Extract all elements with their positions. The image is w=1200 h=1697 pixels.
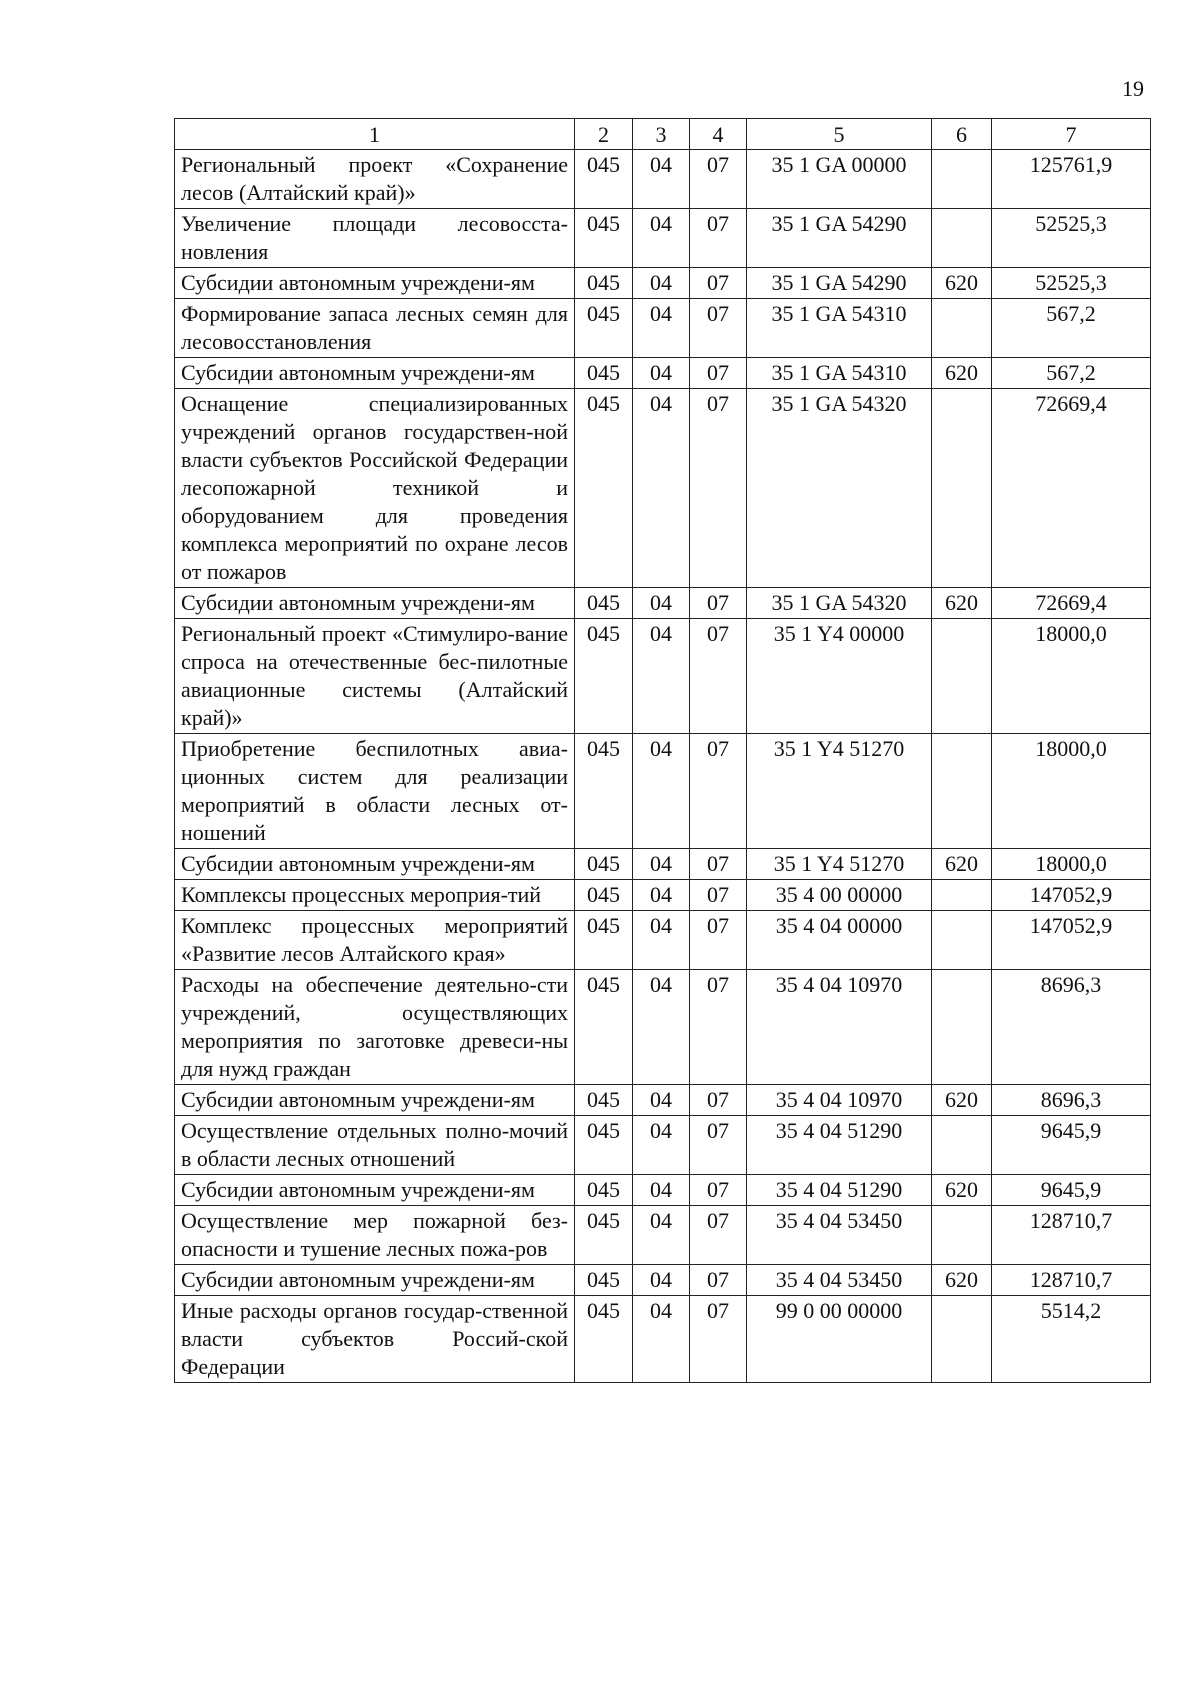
row-amount: 9645,9 [992, 1116, 1151, 1175]
row-code-subsection: 07 [690, 1265, 747, 1296]
row-amount: 18000,0 [992, 849, 1151, 880]
row-code-ministry: 045 [575, 970, 633, 1085]
row-code-target: 99 0 00 00000 [747, 1296, 932, 1383]
row-description: Осуществление отдельных полно-мочий в области лесных отношений [175, 1116, 575, 1175]
row-description: Увеличение площади лесовосста-новления [175, 209, 575, 268]
row-code-section: 04 [633, 619, 690, 734]
row-code-target: 35 4 04 51290 [747, 1116, 932, 1175]
row-code-target: 35 1 GA 54320 [747, 389, 932, 588]
row-code-ministry: 045 [575, 358, 633, 389]
row-description: Региональный проект «Сохранение лесов (Алтайский край)» [175, 150, 575, 209]
row-description: Субсидии автономным учреждени-ям [175, 1265, 575, 1296]
row-code-target: 35 4 04 53450 [747, 1265, 932, 1296]
row-description: Субсидии автономным учреждени-ям [175, 358, 575, 389]
column-header-3: 3 [633, 119, 690, 150]
row-code-subsection: 07 [690, 734, 747, 849]
row-code-section: 04 [633, 358, 690, 389]
row-code-target: 35 1 Y4 51270 [747, 849, 932, 880]
table-header-row [175, 119, 1151, 150]
row-code-ministry: 045 [575, 734, 633, 849]
table-row [175, 880, 1151, 911]
row-code-ministry: 045 [575, 619, 633, 734]
row-code-section: 04 [633, 1116, 690, 1175]
row-code-expense-type [932, 389, 992, 588]
row-description: Комплексы процессных мероприя-тий [175, 880, 575, 911]
table-row [175, 150, 1151, 209]
budget-table [174, 118, 1151, 1383]
row-code-subsection: 07 [690, 358, 747, 389]
row-code-section: 04 [633, 588, 690, 619]
row-code-section: 04 [633, 1206, 690, 1265]
table-row [175, 588, 1151, 619]
row-code-target: 35 1 GA 54290 [747, 209, 932, 268]
table-row [175, 1206, 1151, 1265]
row-code-expense-type [932, 1296, 992, 1383]
row-code-section: 04 [633, 1296, 690, 1383]
row-description: Субсидии автономным учреждени-ям [175, 1175, 575, 1206]
row-code-target: 35 1 GA 54310 [747, 299, 932, 358]
row-code-section: 04 [633, 299, 690, 358]
row-code-subsection: 07 [690, 299, 747, 358]
table-row [175, 268, 1151, 299]
column-header-6: 6 [932, 119, 992, 150]
row-code-subsection: 07 [690, 849, 747, 880]
row-amount: 128710,7 [992, 1265, 1151, 1296]
table-row [175, 970, 1151, 1085]
row-code-ministry: 045 [575, 588, 633, 619]
row-amount: 52525,3 [992, 268, 1151, 299]
row-code-target: 35 1 GA 54290 [747, 268, 932, 299]
row-code-expense-type: 620 [932, 588, 992, 619]
row-code-subsection: 07 [690, 588, 747, 619]
column-header-5: 5 [747, 119, 932, 150]
row-code-subsection: 07 [690, 1296, 747, 1383]
row-description: Субсидии автономным учреждени-ям [175, 1085, 575, 1116]
table-row [175, 1085, 1151, 1116]
row-description: Субсидии автономным учреждени-ям [175, 588, 575, 619]
table-row [175, 358, 1151, 389]
row-code-target: 35 4 04 53450 [747, 1206, 932, 1265]
row-code-section: 04 [633, 268, 690, 299]
row-amount: 125761,9 [992, 150, 1151, 209]
row-code-ministry: 045 [575, 1175, 633, 1206]
row-code-ministry: 045 [575, 849, 633, 880]
row-code-expense-type [932, 734, 992, 849]
row-code-expense-type [932, 911, 992, 970]
row-amount: 9645,9 [992, 1175, 1151, 1206]
row-code-ministry: 045 [575, 1206, 633, 1265]
row-description: Расходы на обеспечение деятельно-сти учреждений, осуществляющих мероприятия по заготовке древеси-ны для нужд граждан [175, 970, 575, 1085]
row-code-section: 04 [633, 1085, 690, 1116]
table-row [175, 1296, 1151, 1383]
row-code-ministry: 045 [575, 1116, 633, 1175]
table-row [175, 1175, 1151, 1206]
row-code-subsection: 07 [690, 970, 747, 1085]
column-header-1: 1 [175, 119, 575, 150]
row-code-expense-type [932, 619, 992, 734]
row-code-subsection: 07 [690, 880, 747, 911]
row-code-subsection: 07 [690, 1175, 747, 1206]
table-row [175, 911, 1151, 970]
row-description: Приобретение беспилотных авиа-ционных систем для реализации мероприятий в области лесных от-ношений [175, 734, 575, 849]
row-code-expense-type: 620 [932, 268, 992, 299]
row-code-subsection: 07 [690, 268, 747, 299]
column-header-2: 2 [575, 119, 633, 150]
row-code-section: 04 [633, 911, 690, 970]
row-description: Оснащение специализированных учреждений органов государствен-ной власти субъектов Российской Федерации лесопожарной техникой и оборудованием для проведения комплекса мероприятий по охране лесов от пожаров [175, 389, 575, 588]
row-amount: 18000,0 [992, 619, 1151, 734]
table-row [175, 1116, 1151, 1175]
row-code-ministry: 045 [575, 389, 633, 588]
row-code-expense-type [932, 299, 992, 358]
row-description: Осуществление мер пожарной без-опасности и тушение лесных пожа-ров [175, 1206, 575, 1265]
row-code-expense-type [932, 209, 992, 268]
row-code-subsection: 07 [690, 1116, 747, 1175]
table-row [175, 209, 1151, 268]
row-code-ministry: 045 [575, 911, 633, 970]
page-number: 19 [1122, 76, 1144, 101]
row-code-target: 35 4 04 10970 [747, 970, 932, 1085]
row-code-section: 04 [633, 1175, 690, 1206]
row-amount: 147052,9 [992, 880, 1151, 911]
row-code-subsection: 07 [690, 1085, 747, 1116]
row-code-target: 35 4 04 00000 [747, 911, 932, 970]
row-code-target: 35 1 GA 54310 [747, 358, 932, 389]
row-code-section: 04 [633, 970, 690, 1085]
row-description: Иные расходы органов государ-ственной власти субъектов Россий-ской Федерации [175, 1296, 575, 1383]
row-code-section: 04 [633, 150, 690, 209]
row-code-expense-type: 620 [932, 358, 992, 389]
row-code-section: 04 [633, 849, 690, 880]
row-amount: 8696,3 [992, 970, 1151, 1085]
row-code-expense-type: 620 [932, 1265, 992, 1296]
row-code-expense-type [932, 970, 992, 1085]
row-code-target: 35 4 00 00000 [747, 880, 932, 911]
row-code-target: 35 1 Y4 51270 [747, 734, 932, 849]
row-amount: 72669,4 [992, 588, 1151, 619]
row-code-expense-type [932, 1116, 992, 1175]
row-code-subsection: 07 [690, 150, 747, 209]
row-code-target: 35 1 GA 00000 [747, 150, 932, 209]
row-code-target: 35 4 04 10970 [747, 1085, 932, 1116]
table-row [175, 849, 1151, 880]
row-code-expense-type: 620 [932, 1085, 992, 1116]
row-code-ministry: 045 [575, 1085, 633, 1116]
row-code-subsection: 07 [690, 209, 747, 268]
row-code-ministry: 045 [575, 1296, 633, 1383]
row-code-ministry: 045 [575, 209, 633, 268]
row-amount: 52525,3 [992, 209, 1151, 268]
row-code-subsection: 07 [690, 389, 747, 588]
row-code-ministry: 045 [575, 299, 633, 358]
column-header-7: 7 [992, 119, 1151, 150]
row-amount: 147052,9 [992, 911, 1151, 970]
row-code-ministry: 045 [575, 880, 633, 911]
column-header-4: 4 [690, 119, 747, 150]
row-description: Комплекс процессных мероприятий «Развитие лесов Алтайского края» [175, 911, 575, 970]
row-code-expense-type [932, 150, 992, 209]
row-code-subsection: 07 [690, 1206, 747, 1265]
row-code-section: 04 [633, 389, 690, 588]
table-row [175, 389, 1151, 588]
table-row [175, 619, 1151, 734]
table-row [175, 299, 1151, 358]
row-code-section: 04 [633, 209, 690, 268]
row-code-ministry: 045 [575, 1265, 633, 1296]
row-code-target: 35 1 Y4 00000 [747, 619, 932, 734]
row-amount: 18000,0 [992, 734, 1151, 849]
row-code-target: 35 4 04 51290 [747, 1175, 932, 1206]
table-row [175, 1265, 1151, 1296]
row-code-expense-type [932, 1206, 992, 1265]
row-code-expense-type: 620 [932, 1175, 992, 1206]
row-code-expense-type [932, 880, 992, 911]
row-code-ministry: 045 [575, 268, 633, 299]
row-amount: 128710,7 [992, 1206, 1151, 1265]
row-amount: 8696,3 [992, 1085, 1151, 1116]
row-amount: 567,2 [992, 299, 1151, 358]
row-code-section: 04 [633, 880, 690, 911]
row-code-expense-type: 620 [932, 849, 992, 880]
row-code-subsection: 07 [690, 619, 747, 734]
row-code-ministry: 045 [575, 150, 633, 209]
row-description: Региональный проект «Стимулиро-вание спроса на отечественные бес-пилотные авиационные системы (Алтайский край)» [175, 619, 575, 734]
table-row [175, 734, 1151, 849]
row-amount: 72669,4 [992, 389, 1151, 588]
row-description: Субсидии автономным учреждени-ям [175, 268, 575, 299]
row-description: Субсидии автономным учреждени-ям [175, 849, 575, 880]
row-code-subsection: 07 [690, 911, 747, 970]
row-code-section: 04 [633, 1265, 690, 1296]
row-amount: 567,2 [992, 358, 1151, 389]
table-body [175, 150, 1151, 1383]
row-amount: 5514,2 [992, 1296, 1151, 1383]
row-description: Формирование запаса лесных семян для лесовосстановления [175, 299, 575, 358]
row-code-target: 35 1 GA 54320 [747, 588, 932, 619]
row-code-section: 04 [633, 734, 690, 849]
